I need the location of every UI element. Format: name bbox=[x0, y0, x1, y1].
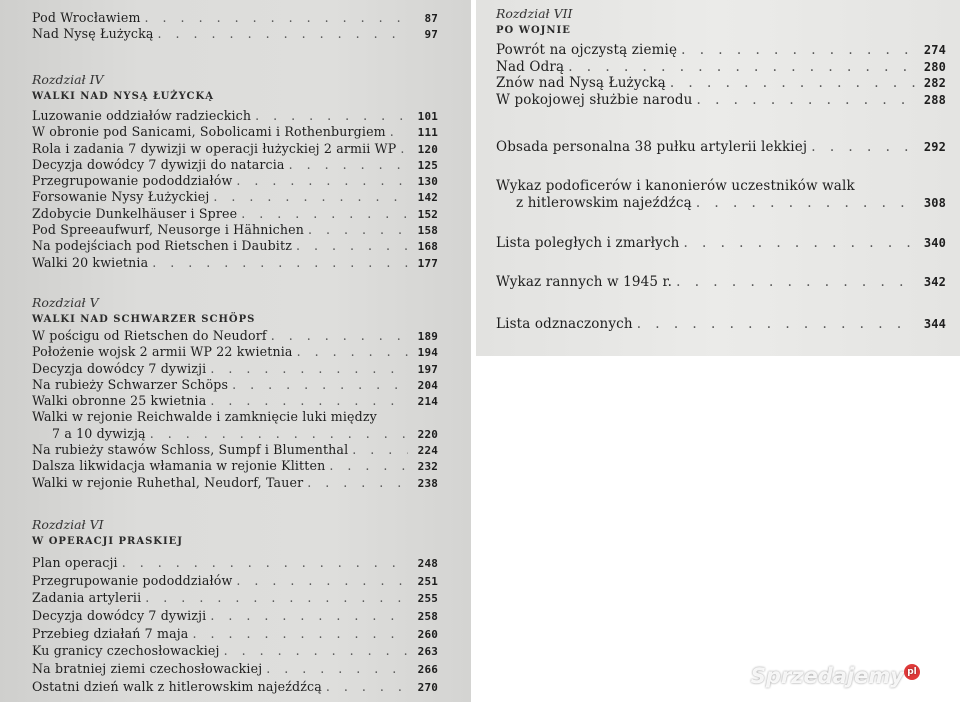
entry-title: Plan operacji bbox=[32, 555, 118, 570]
toc-list bbox=[32, 328, 438, 491]
toc-entry bbox=[32, 555, 438, 571]
toc-entry bbox=[32, 608, 438, 624]
page-number: 158 bbox=[417, 224, 438, 238]
toc-entry bbox=[32, 124, 438, 140]
page-number: 152 bbox=[417, 207, 438, 221]
entry-title: Nad Nysę Łużycką bbox=[32, 26, 154, 42]
page-number: 270 bbox=[417, 680, 438, 694]
toc-entry bbox=[32, 643, 438, 659]
entry-title: W pokojowej służbie narodu bbox=[496, 91, 693, 108]
toc-entry bbox=[32, 26, 438, 42]
page-number: 130 bbox=[417, 175, 438, 189]
page-number: 197 bbox=[417, 362, 438, 376]
dot-leader bbox=[285, 157, 408, 173]
entry-title: Luzowanie oddziałów radzieckich bbox=[32, 108, 252, 123]
entry-title: Decyzja dowódcy 7 dywizji bbox=[32, 360, 207, 376]
dot-leader bbox=[325, 458, 408, 474]
page-number: 204 bbox=[417, 378, 438, 392]
dot-leader bbox=[633, 316, 916, 333]
dot-leader bbox=[303, 475, 408, 491]
chapter-6 bbox=[32, 517, 438, 697]
entry-title: Ostatni dzień walk z hitlerowskim najeźdźcą bbox=[32, 678, 322, 694]
dot-leader bbox=[188, 626, 408, 642]
chapter-5 bbox=[32, 295, 438, 491]
toc-entry bbox=[32, 626, 438, 642]
page-number: 308 bbox=[923, 195, 946, 210]
page-number: 194 bbox=[417, 346, 438, 360]
chapter-label: Rozdział VI bbox=[32, 517, 104, 532]
toc-entry bbox=[32, 361, 438, 377]
toc-entry bbox=[32, 426, 438, 442]
entry-title: Decyzja dowódcy 7 dywizji bbox=[32, 608, 207, 624]
entry-title: Rola i zadania 7 dywizji w operacji łużyckiej 2 armii WP bbox=[32, 140, 397, 156]
chapter-4 bbox=[32, 72, 438, 271]
entry-title: W obronie pod Sanicami, Sobolicami i Rothenburgiem bbox=[32, 124, 386, 140]
dot-leader bbox=[348, 442, 408, 458]
dot-leader bbox=[679, 235, 916, 252]
entry-title: Na podejściach pod Rietschen i Daubitz bbox=[32, 238, 292, 254]
entry-title: Przebieg działań 7 maja bbox=[32, 625, 189, 641]
toc-entry bbox=[32, 10, 438, 26]
dot-leader bbox=[237, 206, 408, 222]
dot-leader bbox=[220, 643, 408, 659]
entry-title: Wykaz rannych w 1945 r. bbox=[496, 274, 673, 290]
toc-entry bbox=[32, 222, 438, 238]
toc-entry bbox=[32, 661, 438, 677]
toc-list bbox=[496, 42, 946, 108]
dot-leader bbox=[692, 195, 916, 212]
page-number: 282 bbox=[923, 76, 946, 90]
watermark-text: Sprzedajemy bbox=[750, 664, 904, 688]
dot-leader bbox=[292, 238, 408, 254]
toc-list bbox=[496, 235, 946, 252]
entry-title: Walki obronne 25 kwietnia bbox=[32, 393, 207, 409]
page-number: 125 bbox=[417, 158, 438, 172]
dot-leader bbox=[228, 377, 408, 393]
entry-title: Walki w rejonie Ruhethal, Neudorf, Tauer bbox=[32, 474, 304, 490]
dot-leader bbox=[564, 59, 916, 76]
entry-title: Na rubieży Schwarzer Schöps bbox=[32, 376, 229, 392]
toc-entry bbox=[496, 178, 946, 195]
toc-entry bbox=[32, 475, 438, 491]
dot-leader bbox=[672, 274, 916, 291]
entry-title: Obsada personalna 38 pułku artylerii lekkiej bbox=[496, 139, 808, 155]
entry-title: Położenie wojsk 2 armii WP 22 kwietnia bbox=[32, 344, 293, 360]
toc-list bbox=[32, 10, 438, 43]
page-number: 220 bbox=[417, 427, 438, 441]
dot-leader bbox=[677, 42, 916, 59]
dot-leader bbox=[251, 108, 408, 124]
page-number: 142 bbox=[417, 191, 438, 205]
chapter-title: W OPERACJI PRASKIEJ bbox=[32, 536, 184, 547]
entry-title: Dalsza likwidacja włamania w rejonie Klitten bbox=[32, 458, 326, 474]
entry-title: Forsowanie Nysy Łużyckiej bbox=[32, 189, 210, 205]
watermark-badge: pl bbox=[904, 664, 920, 680]
entry-title: Na bratniej ziemi czechosłowackiej bbox=[32, 661, 263, 677]
page-number: 266 bbox=[417, 663, 438, 677]
page-number: 342 bbox=[923, 275, 946, 289]
dot-leader bbox=[386, 124, 408, 140]
toc-entry bbox=[32, 442, 438, 458]
chapter-label: Rozdział V bbox=[32, 295, 99, 310]
page-number: 288 bbox=[923, 92, 946, 107]
chapter-7 bbox=[496, 6, 946, 108]
chapter-title: WALKI NAD SCHWARZER SCHÖPS bbox=[32, 314, 256, 325]
toc-entry bbox=[496, 42, 946, 59]
page-number: 214 bbox=[417, 395, 438, 409]
toc-entry bbox=[32, 157, 438, 173]
dot-leader bbox=[206, 361, 408, 377]
right-page bbox=[476, 0, 960, 356]
page-number: 248 bbox=[417, 557, 438, 570]
toc-entry bbox=[32, 409, 438, 425]
dot-leader bbox=[141, 10, 408, 26]
dot-leader bbox=[322, 679, 408, 695]
toc-entry bbox=[32, 141, 438, 157]
page-number: 111 bbox=[417, 126, 438, 140]
entry-title: Walki w rejonie Reichwalde i zamknięcie luki między bbox=[32, 409, 377, 425]
toc-entry bbox=[496, 316, 946, 333]
toc-entry bbox=[32, 590, 438, 606]
dot-leader bbox=[141, 590, 408, 606]
dot-leader bbox=[209, 189, 408, 205]
entry-title: Przegrupowanie pododdziałów bbox=[32, 572, 233, 588]
page-number: 274 bbox=[923, 43, 946, 57]
dot-leader bbox=[293, 344, 408, 360]
page-number: 177 bbox=[417, 256, 438, 270]
toc-entry bbox=[32, 238, 438, 254]
page-number: 344 bbox=[923, 317, 946, 331]
toc-list bbox=[32, 108, 438, 271]
page-number: 260 bbox=[417, 627, 438, 641]
page-number: 280 bbox=[923, 59, 946, 74]
dot-leader bbox=[206, 393, 408, 409]
toc-entry bbox=[32, 206, 438, 222]
toc-entry bbox=[32, 189, 438, 205]
page-number: 251 bbox=[417, 574, 438, 588]
page-number: 255 bbox=[417, 592, 438, 606]
dot-leader bbox=[304, 222, 408, 238]
entry-title: Lista poległych i zmarłych bbox=[496, 235, 680, 251]
page-number: 87 bbox=[424, 12, 438, 25]
toc-entry bbox=[32, 393, 438, 409]
entry-title: Na rubieży stawów Schloss, Sumpf i Blumenthal bbox=[32, 442, 349, 458]
toc-entry bbox=[32, 108, 438, 124]
page-number: 189 bbox=[417, 330, 438, 343]
left-page bbox=[0, 0, 471, 702]
entry-title: Powrót na ojczystą ziemię bbox=[496, 42, 678, 58]
dot-leader bbox=[118, 555, 408, 571]
toc-entry bbox=[496, 195, 946, 212]
entry-title: Lista odznaczonych bbox=[496, 316, 633, 332]
toc-entry bbox=[496, 139, 946, 156]
entry-title: Wykaz podoficerów i kanonierów uczestników walk bbox=[496, 178, 855, 194]
chapter-label: Rozdział IV bbox=[32, 72, 104, 87]
page-number: 340 bbox=[923, 236, 946, 250]
entry-title: Pod Spreeaufwurf, Neusorge i Hähnichen bbox=[32, 222, 305, 238]
dot-leader bbox=[807, 139, 916, 156]
dot-leader bbox=[666, 75, 916, 92]
entry-title: Zadania artylerii bbox=[32, 590, 142, 606]
entry-title: 7 a 10 dywizją bbox=[52, 425, 146, 441]
page-number: 120 bbox=[417, 142, 438, 156]
toc-list bbox=[496, 274, 946, 291]
chapter-label: Rozdział VII bbox=[496, 6, 573, 21]
page-number: 258 bbox=[417, 610, 438, 624]
toc-entry bbox=[32, 328, 438, 344]
dot-leader bbox=[693, 92, 917, 109]
page-number: 97 bbox=[424, 28, 438, 42]
entry-title: Przegrupowanie pododdziałów bbox=[32, 173, 233, 189]
dot-leader bbox=[232, 173, 408, 189]
entry-title: Znów nad Nysą Łużycką bbox=[496, 75, 666, 91]
page-number: 238 bbox=[417, 476, 438, 490]
dot-leader bbox=[146, 426, 408, 442]
toc-entry bbox=[496, 235, 946, 252]
toc-list bbox=[32, 555, 438, 695]
toc-entry bbox=[32, 573, 438, 589]
toc-entry bbox=[32, 344, 438, 360]
toc-entry bbox=[32, 173, 438, 189]
entry-title: Nad Odrą bbox=[496, 58, 565, 75]
entry-title: z hitlerowskim najeźdźcą bbox=[516, 194, 692, 211]
toc-list bbox=[496, 178, 946, 211]
chapter-title: PO WOJNIE bbox=[496, 25, 571, 36]
watermark-logo bbox=[751, 664, 920, 688]
dot-leader bbox=[154, 26, 408, 42]
dot-leader bbox=[262, 661, 408, 677]
page-number: 101 bbox=[417, 110, 438, 123]
toc-entry bbox=[496, 274, 946, 291]
dot-leader bbox=[232, 573, 408, 589]
entry-title: W pościgu od Rietschen do Neudorf bbox=[32, 328, 267, 343]
toc-entry bbox=[496, 75, 946, 92]
page-number: 224 bbox=[417, 444, 438, 458]
toc-entry bbox=[32, 255, 438, 271]
page-number: 232 bbox=[417, 460, 438, 474]
dot-leader bbox=[396, 141, 408, 157]
toc-list bbox=[496, 139, 946, 156]
page-number: 292 bbox=[923, 140, 946, 154]
entry-title: Walki 20 kwietnia bbox=[32, 254, 149, 270]
dot-leader bbox=[148, 255, 408, 271]
page-number: 168 bbox=[417, 240, 438, 254]
chapter-title: WALKI NAD NYSĄ ŁUŻYCKĄ bbox=[32, 91, 214, 102]
page-number: 263 bbox=[417, 645, 438, 659]
toc-list bbox=[496, 316, 946, 333]
toc-entry bbox=[496, 59, 946, 76]
entry-title: Decyzja dowódcy 7 dywizji do natarcia bbox=[32, 156, 285, 172]
entry-title: Ku granicy czechosłowackiej bbox=[32, 643, 220, 659]
dot-leader bbox=[206, 608, 408, 624]
dot-leader bbox=[267, 328, 408, 344]
toc-entry bbox=[32, 458, 438, 474]
entry-title: Zdobycie Dunkelhäuser i Spree bbox=[32, 205, 238, 221]
toc-entry bbox=[496, 92, 946, 109]
toc-entry bbox=[32, 679, 438, 695]
entry-title: Pod Wrocławiem bbox=[32, 10, 141, 25]
toc-entry bbox=[32, 377, 438, 393]
